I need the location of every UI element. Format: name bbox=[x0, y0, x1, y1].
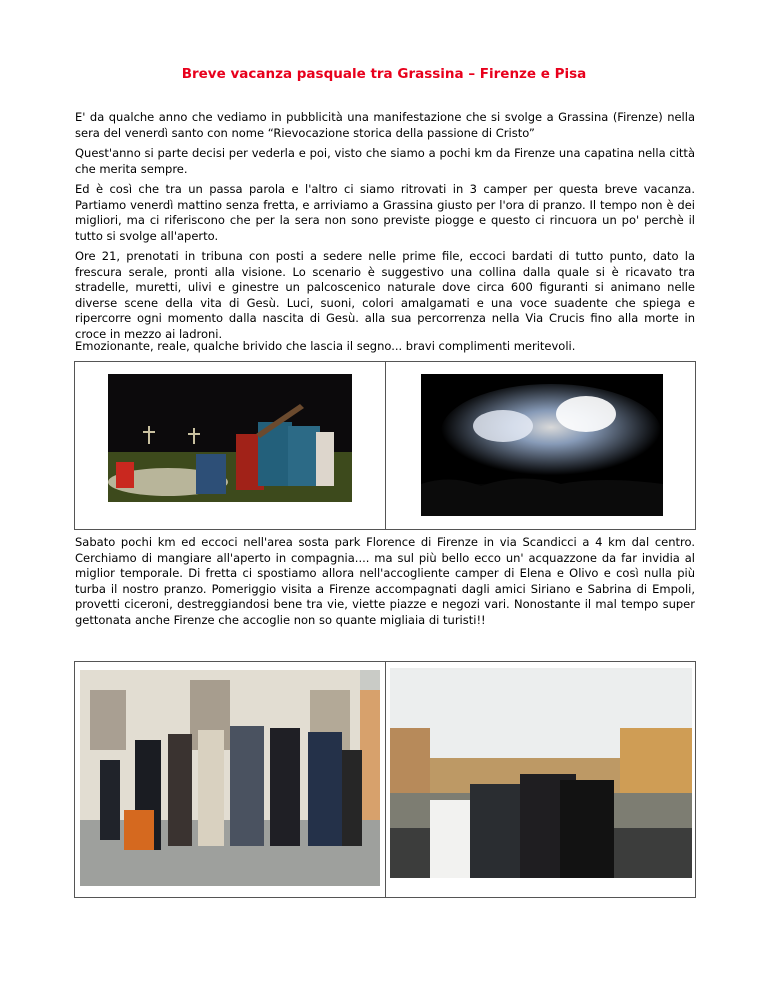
photo-table-grassina bbox=[74, 361, 696, 530]
paragraph-intro: E' da qualche anno che vediamo in pubblicità una manifestazione che si svolge a Grassina (Firenze) nella sera del venerdì santo con nome “Rievocazione storica della passione di Cristo” bbox=[75, 110, 695, 140]
photo-night-lights bbox=[421, 374, 663, 516]
paragraph-decision: Quest'anno si parte decisi per vederla e poi, visto che siamo a pochi km da Firenze una capatina nella città che merita sempre. bbox=[75, 146, 695, 176]
photo-group-duomo bbox=[80, 670, 380, 886]
paragraph-show: Ore 21, prenotati in tribuna con posti a sedere nelle prime file, eccoci bardati di tutto punto, dato la frescura serale, pronti alla visione. Lo scenario è suggestivo una collina dalla quale si è ricavato tra stradelle, muretti, ulivi e ginestre un palcoscenico naturale dove circa 600 figuranti si animano nelle diverse scene della vita di Gesù. Luci, suoni, colori amalgamati e una voce suadente che spiega e ripercorre ogni momento dalla nascita di Gesù. alla sua percorrenza nella Via Crucis fino alla morte in croce in mezzo ai ladroni. bbox=[75, 249, 695, 341]
photo-table-firenze bbox=[74, 661, 696, 898]
photo-group-arno bbox=[390, 668, 692, 878]
paragraph-emotion: Emozionante, reale, qualche brivido che lascia il segno... bravi complimenti meritevoli. bbox=[75, 339, 576, 353]
photo-cell-right bbox=[385, 362, 696, 530]
photo-via-crucis bbox=[108, 374, 352, 502]
photo-cell-left bbox=[75, 362, 386, 530]
photo-cell-arno bbox=[385, 662, 696, 898]
paragraph-saturday: Sabato pochi km ed eccoci nell'area sosta park Florence di Firenze in via Scandicci a 4 km dal centro. Cerchiamo di mangiare all'aperto in compagnia.... ma sul più bello ecco un' acquazzone da far invidia al miglior temporale. Di fretta ci spostiamo allora nell'accogliente camper di Elena e Olivo e così nulla più turba il nostro pranzo. Pomeriggio visita a Firenze accompagnati dagli amici Siriano e Sabrina di Empoli, provetti ciceroni, destreggiandosi bene tra vie, viette piazze e negozi vari. Nonostante il mal tempo super gettonata anche Firenze che accoglie non so quante migliaia di turisti!! bbox=[75, 535, 695, 627]
page-title: Breve vacanza pasquale tra Grassina – Firenze e Pisa bbox=[181, 66, 587, 82]
paragraph-departure: Ed è così che tra un passa parola e l'altro ci siamo ritrovati in 3 camper per questa breve vacanza. Partiamo venerdì mattino senza fretta, e arriviamo a Grassina giusto per l'ora di pranzo. Il tempo non è dei migliori, ma ci riferiscono che per la sera non sono previste piogge e questo ci rincuora un po' perchè il tutto si svolge all'aperto. bbox=[75, 182, 695, 243]
photo-cell-duomo bbox=[75, 662, 386, 898]
